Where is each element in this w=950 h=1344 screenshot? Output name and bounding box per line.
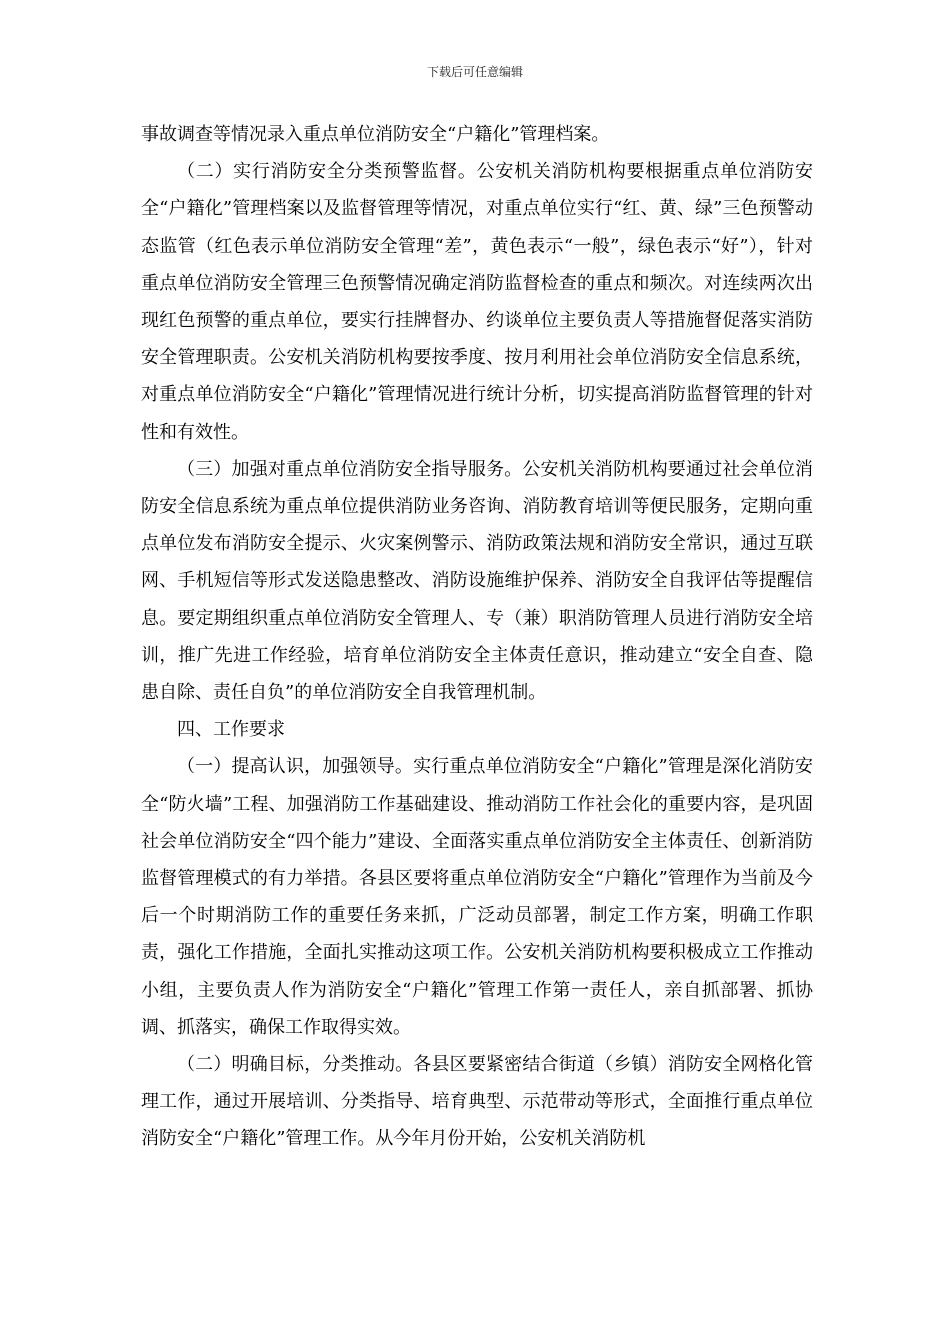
paragraph-section-2-2: （二）实行消防安全分类预警监督。公安机关消防机构要根据重点单位消防安全“户籍化”管理档案以及监督管理等情况，对重点单位实行“红、黄、绿”三色预警动态监管（红色表示单位消防安全管理“差”，黄色表示“一般”，绿色表示“好”），针对重点单位消防安全管理三色预警情况确定消防监督检查的重点和频次。对连续两次出现红色预警的重点单位，要实行挂牌督办、约谈单位主要负责人等措施督促落实消防安全管理职责。公安机关消防机构要按季度、按月利用社会单位消防安全信息系统，对重点单位消防安全“户籍化”管理情况进行统计分析，切实提高消防监督管理的针对性和有效性。 [141,161,813,443]
section-heading-work-requirements: 四、工作要求 [177,719,285,741]
paragraph-continuation: 事故调查等情况录入重点单位消防安全“户籍化”管理档案。 [141,124,610,145]
document-body [141,116,813,1158]
page-header: 下载后可任意编辑 [426,65,523,79]
paragraph-section-2-3: （三）加强对重点单位消防安全指导服务。公安机关消防机构要通过社会单位消防安全信息系统为重点单位提供消防业务咨询、消防教育培训等便民服务，定期向重点单位发布消防安全提示、火灾案例警示、消防政策法规和消防安全常识，通过互联网、手机短信等形式发送隐患整改、消防设施维护保养、消防安全自我评估等提醒信息。要定期组织重点单位消防安全管理人、专（兼）职消防管理人员进行消防安全培训，推广先进工作经验，培育单位消防安全主体责任意识，推动建立“安全自查、隐患自除、责任自负”的单位消防安全自我管理机制。 [141,458,813,704]
paragraph-section-4-1: （一）提高认识，加强领导。实行重点单位消防安全“户籍化”管理是深化消防安全“防火墙”工程、加强消防工作基础建设、推动消防工作社会化的重要内容，是巩固社会单位消防安全“四个能力”建设、全面落实重点单位消防安全主体责任、创新消防监督管理模式的有力举措。各县区要将重点单位消防安全“户籍化”管理作为当前及今后一个时期消防工作的重要任务来抓，广泛动员部署，制定工作方案，明确工作职责，强化工作措施，全面扎实推动这项工作。公安机关消防机构要积极成立工作推动小组，主要负责人作为消防安全“户籍化”管理工作第一责任人，亲自抓部署、抓协调、抓落实，确保工作取得实效。 [141,756,813,1038]
paragraph-section-4-2: （二）明确目标，分类推动。各县区要紧密结合街道（乡镇）消防安全网格化管理工作，通过开展培训、分类指导、培育典型、示范带动等形式，全面推行重点单位消防安全“户籍化”管理工作。从今年月份开始，公安机关消防机 [141,1054,813,1150]
